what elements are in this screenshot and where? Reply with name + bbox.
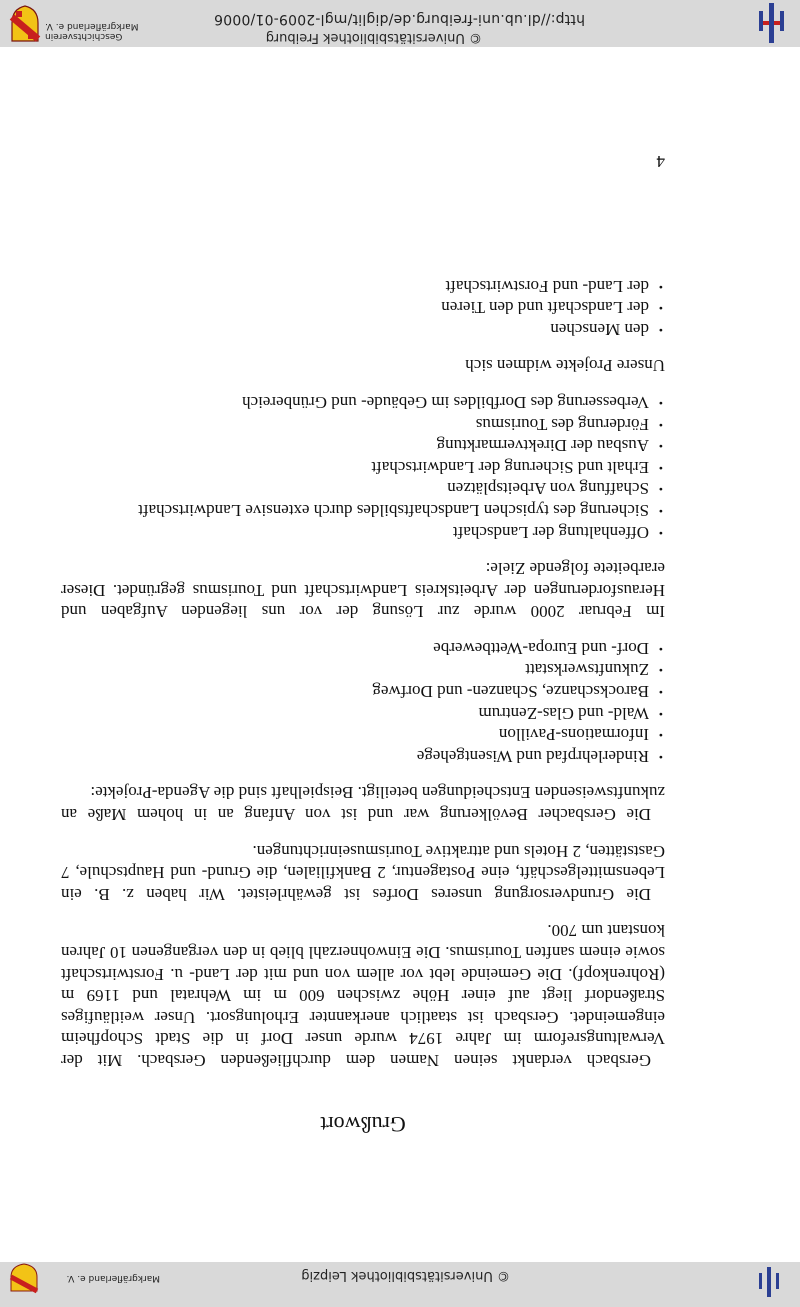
list-item: • den Menschen (550, 319, 663, 339)
list-item: • Schaffung von Arbeitsplätzen (447, 479, 663, 499)
list-item: • Verbesserung des Dorfbildes im Gebäude- und Grünbereich (242, 392, 663, 412)
list-item-text: Offenhaltung der Landschaft (452, 522, 649, 542)
list-item-text: Informations-Pavillon (498, 725, 649, 745)
list-item-text: der Land- und Forstwirtschaft (445, 276, 649, 296)
list-item-text: Wald- und Glas-Zentrum (478, 703, 649, 723)
association-line: Markgräflerland e. V. (45, 21, 139, 31)
list-item: • Zukunftswerkstatt (525, 660, 663, 680)
list-item: • Wald- und Glas-Zentrum (478, 703, 663, 723)
coat-of-arms-icon (8, 1263, 40, 1293)
list-item: • Erhalt und Sicherung der Landwirtschaft (371, 457, 663, 477)
header-association: Markgräflerland e. V. (66, 1273, 160, 1283)
footer-copyright: © Universitätsbibliothek Freiburg (265, 30, 482, 45)
list-item-text: Zukunftswerkstatt (525, 660, 649, 680)
coat-of-arms-icon (10, 5, 40, 43)
list-item: • Informations-Pavillon (498, 725, 663, 745)
dedication-list (61, 275, 665, 340)
list-item: • Offenhaltung der Landschaft (452, 522, 663, 542)
list-item-text: den Menschen (550, 319, 649, 339)
list-item-text: der Landschaft und den Tieren (441, 298, 649, 318)
list-item-text: Förderung des Tourismus (475, 414, 649, 434)
list-item: • Förderung des Tourismus (475, 414, 663, 434)
list-item: • der Land- und Forstwirtschaft (445, 276, 663, 296)
footer-url-link[interactable]: http://dl.ub.uni-freiburg.de/diglit/mgl-2009-01/0006 (213, 11, 585, 27)
intro-paragraph: Gersbach verdankt seinen Namen dem durchfließenden Gersbach. Mit der Verwaltungsreform im Jahre 1974 wurde unser Dorf in die Stadt Schopfheim eingemeindet. Gersbach ist staatlich anerkannter Erholungsort. Unser weitläufiges Straßendorf liegt auf einer Höhe zwischen 600 m im Wehratal und 1169 m (Rohrenkopf). Die Gemeinde lebt vor allem von und mit der Land- u. Forstwirtschaft sowie einem sanften Tourismus. Die Einwohnerzahl blieb in den vergangenen 10 Jahren konstant um 700. (61, 921, 665, 1070)
list-item: • Dorf- und Europa-Wettbewerbe (433, 638, 663, 658)
agenda-paragraph: Die Gersbacher Bevölkerung war und ist von Anfang an in hohem Maße an zukunftsweisenden Entscheidungen beteiligt. Beispielhaft sind die Agenda-Projekte: (61, 783, 665, 825)
header-copyright: © Universitätsbibliothek Leipzig (301, 1268, 510, 1283)
library-logo-icon (752, 3, 792, 43)
list-item-text: Ausbau der Direktvermarktung (436, 436, 649, 456)
list-item: • Rinderlehrpfad und Wisentgehege (416, 746, 663, 766)
list-item: • Barockschanze, Schanzen- und Dorfweg (372, 682, 663, 702)
association-line: Geschichtsverein (45, 31, 123, 41)
list-item-text: Erhalt und Sicherung der Landwirtschaft (371, 457, 649, 477)
footer-association (45, 21, 157, 41)
goals-list (61, 391, 665, 542)
list-item-text: Barockschanze, Schanzen- und Dorfweg (372, 682, 649, 702)
working-group-paragraph: Im Februar 2000 wurde zur Lösung der vor uns liegenden Aufgaben und Herausforderungen der Arbeitskreis Landwirtschaft und Tourismus gegründet. Dieser erarbeitete folgende Ziele: (61, 559, 665, 622)
agenda-project-list (61, 637, 665, 767)
supply-paragraph: Die Grundversorgung unseres Dorfes ist gewährleistet. Wir haben z. B. ein Lebensmittelgeschäft, eine Postagentur, 2 Bankfilialen, die Grund- und Hauptschule, 7 Gaststätten, 2 Hotels und attraktive Tourismuseinrichtungen. (61, 841, 665, 904)
document-body (61, 260, 665, 1137)
header-bar (0, 1262, 800, 1307)
list-item: • Sicherung des typischen Landschaftsbildes durch extensive Landwirtschaft (138, 500, 663, 520)
list-item-text: Dorf- und Europa-Wettbewerbe (433, 638, 649, 658)
list-item-text: Rinderlehrpfad und Wisentgehege (416, 746, 649, 766)
list-item: • Ausbau der Direktvermarktung (436, 436, 663, 456)
list-item: • der Landschaft und den Tieren (441, 298, 663, 318)
list-item-text: Sicherung des typischen Landschaftsbildes durch extensive Landwirtschaft (138, 500, 649, 520)
page-title: Grußwort (320, 1112, 406, 1137)
list-item-text: Schaffung von Arbeitsplätzen (447, 479, 649, 499)
footer-bar (0, 0, 800, 47)
page-number: 4 (656, 152, 665, 171)
projects-paragraph: Unsere Projekte widmen sich (465, 356, 665, 376)
list-item-text: Verbesserung des Dorfbildes im Gebäude- und Grünbereich (242, 392, 649, 412)
library-logo-icon (756, 1267, 782, 1297)
